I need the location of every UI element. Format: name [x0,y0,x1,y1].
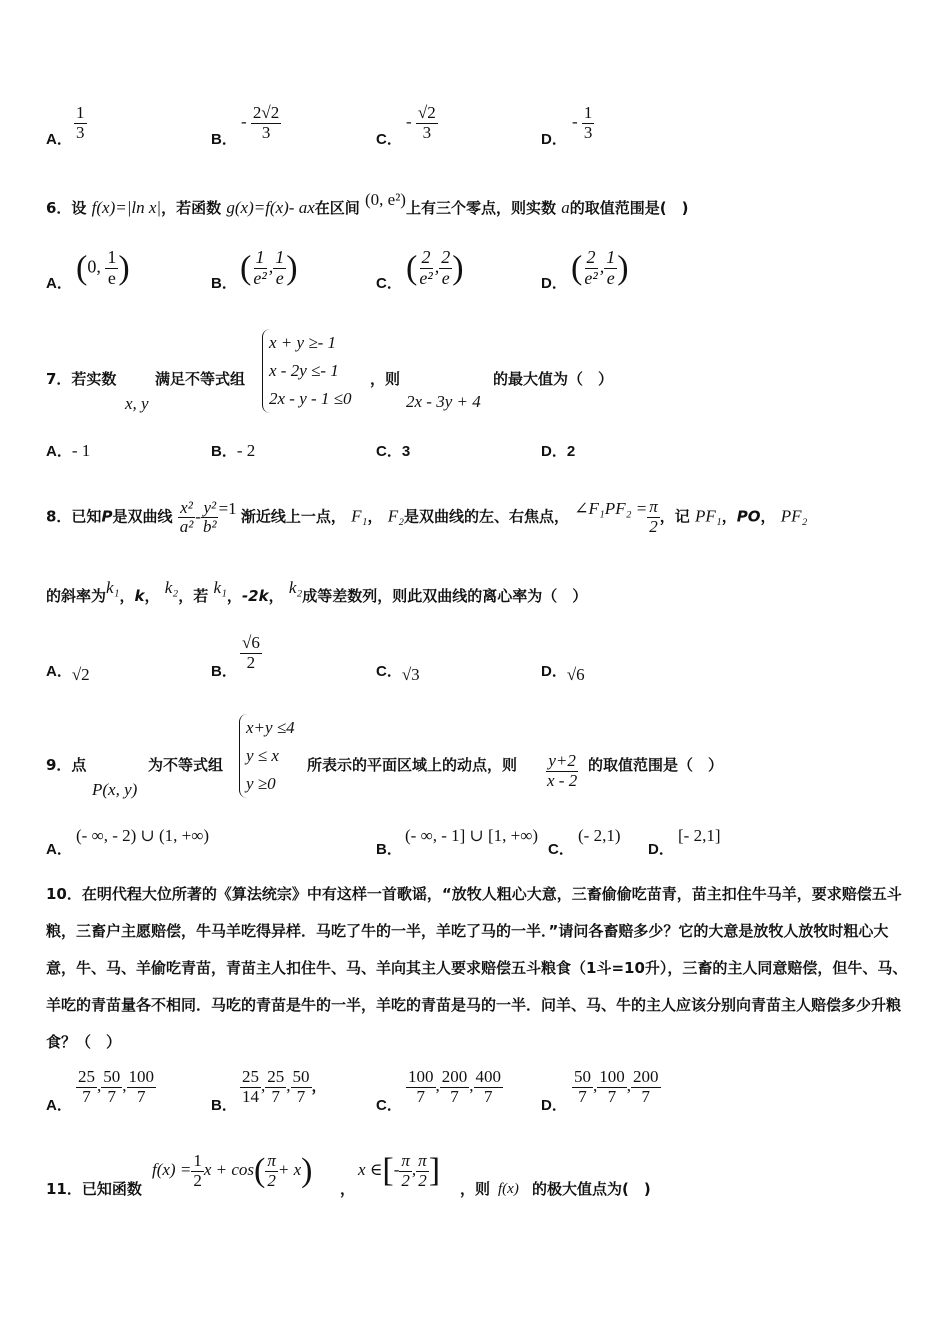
fraction-numerator: π [649,497,658,516]
q9-inequality-system [239,714,295,798]
fraction-denominator: 7 [484,1086,493,1106]
fraction-numerator: 200 [441,1067,468,1086]
function-lhs: f(x) = [152,1160,192,1180]
bracket-left: [ [382,1152,394,1190]
question-text: ，记 [659,507,690,526]
option-value: √6 [566,665,585,684]
fraction-denominator: 2 [401,1170,410,1190]
fraction-denominator: 3 [261,122,271,142]
fraction-numerator: 200 [633,1067,659,1086]
question-number: 8．已知 [46,507,102,526]
fraction-numerator: 2√2 [252,103,280,122]
paren-left: ( [240,249,252,287]
q6-option-b-label: B． [211,275,237,292]
q5-option-d-value [572,104,594,142]
fraction-numerator: π [418,1151,427,1170]
paren-right: ) [286,249,298,287]
option-label: A． [46,443,72,460]
line-pf1: PF₁ [695,506,722,526]
option-value: √3 [401,665,420,684]
hyperbola-equation [178,497,241,537]
punctuation: ， [268,587,284,605]
q6-option-c-value: ( $\frac{2}{\text{e²}}$ , $\frac{2}{e}$ ) [406,247,464,288]
minus-sign: - [572,112,578,132]
fraction-numerator: 2 [441,247,451,267]
slope-k1: k₁ [106,578,120,597]
question-text: 的极大值点为( ) [532,1180,651,1198]
inequality: x - 2y ≤- 1 [269,361,339,380]
q11-function [152,1152,312,1190]
question-text: ，若函数 [161,199,222,217]
angle-expression: ∠F₁PF₂ = [574,498,648,518]
question-text: 成等差数列，则此双曲线的离心率为（ ） [302,587,588,605]
q7-option-a [46,440,90,461]
q10-option-b-value: $\frac{25}{14}$ , $\frac{25}{7}$ , $\frac{50}{7}$ ， [242,1067,327,1106]
fraction-denominator: 7 [82,1086,91,1106]
fraction-numerator: 50 [103,1067,121,1086]
fraction-denominator: 7 [107,1086,116,1106]
question-6 [46,190,689,218]
q5-option-a-value [74,104,87,142]
fraction-numerator: 25 [242,1067,259,1086]
q10-option-d-value: $\frac{50}{7}$ , $\frac{100}{7}$ , $\frac{200}{7}$ [574,1067,659,1106]
fraction-numerator: π [267,1151,276,1170]
paren-right: ) [118,249,130,287]
question-text: 是双曲线 [112,507,173,526]
paren-left: ( [76,249,88,287]
question-text: 的取值范围是（ ） [588,756,724,774]
fraction-numerator: 100 [408,1067,434,1086]
q10-option-c-label: C． [376,1097,402,1114]
interval: (0, e²) [365,190,406,209]
fraction-denominator: 7 [137,1086,146,1106]
paren-right: ) [301,1152,313,1190]
q7-variables: x, y [125,394,149,413]
q7-option-d [541,440,575,461]
paren-right: ) [452,249,464,287]
q9-option-b-label: B． [376,841,402,858]
q7-option-b [211,440,255,461]
line-pf2: PF₂ [780,506,808,526]
slope-k2: k₂ [164,578,179,597]
slope-k2: k₂ [288,578,303,597]
fraction-numerator: 100 [599,1067,625,1086]
punctuation: ， [760,507,776,526]
q8-option-c [376,660,420,684]
question-text: 是双曲线的左、右焦点， [404,507,570,526]
q10-option-c-value: $\frac{100}{7}$ , $\frac{200}{7}$ , $\frac{400}{7}$ [408,1067,501,1106]
fraction-denominator: 7 [450,1086,459,1106]
point-p: P [101,507,113,526]
paren-left: ( [571,249,583,287]
fraction-denominator: 7 [271,1086,280,1106]
paren-left: ( [254,1152,266,1190]
fraction-denominator: b² [202,517,217,537]
fraction-numerator: 25 [267,1067,285,1086]
q9-option-a-value: (- ∞, - 2) ∪ (1, +∞) [76,826,210,845]
option-value: 3 [401,443,411,460]
question-text: ，则 [460,1180,491,1198]
q5-option-d-label: D． [541,131,567,148]
q5-option-c-label: C． [376,131,402,148]
fraction-numerator: 2 [421,247,431,267]
fraction-denominator: 14 [242,1086,259,1106]
option-value: 2 [566,443,576,460]
q10-option-d-label: D． [541,1097,567,1114]
q6-option-a-value [76,248,130,289]
question-text: ，则 [370,370,401,388]
fraction-denominator: e² [584,267,598,288]
minus-sign: - [241,112,247,132]
question-number: 6．设 [46,199,87,217]
q10-option-a-label: A． [46,1097,72,1114]
fraction-denominator: e [441,267,450,288]
q7-target-expression: 2x - 3y + 4 [406,392,481,411]
fraction-denominator: 2 [418,1170,427,1190]
fraction-numerator: π [401,1151,410,1170]
q9-option-c-value: (- 2,1) [578,826,621,845]
fraction-denominator: a² [179,517,194,537]
fraction-numerator: 100 [128,1067,154,1086]
fraction-numerator: 1 [606,247,616,267]
inequality: 2x - y - 1 ≤0 [269,389,352,408]
question-text: 上有三个零点，则实数 [405,199,556,217]
question-10-text: 10．在明代程大位所著的《算法统宗》中有这样一首歌谣，“放牧人粗心大意，三畜偷偷吃苗青，苗主扣住牛马羊，要求赔偿五斗粮，三畜户主愿赔偿，牛马羊吃得异样．马吃了牛的一半，羊吃了马的一半．”请问各畜赔多少？它的大意是放牧人放牧时粗心大意，牛、马、羊偷吃青苗，青苗主人扣住牛、马、羊向其主人要求赔偿五斗粮食（1斗=10升），三畜的主人同意赔偿，但牛、马、羊吃的青苗量各不相同．马吃的青苗是牛的一半，羊吃的青苗是马的一半．问羊、马、牛的主人应该分别向青苗主人赔偿多少升粮食？（ ） [46,885,908,1051]
equals-one: =1 [218,498,237,518]
q6-option-d-label: D． [541,275,567,292]
fraction-denominator: e [107,267,116,288]
punctuation: ， [226,587,242,605]
q11-domain: x ∈[- $\frac{\pi}{2}$ , $\frac{\pi}{2}$ ] [358,1151,441,1190]
q5-option-b-value [241,104,281,142]
question-text: 满足不等式组 [155,370,246,388]
fraction-denominator: 3 [422,122,432,142]
option-label: C． [376,663,402,680]
q10-option-a-value: $\frac{25}{7}$ , $\frac{50}{7}$ , $\frac{100}{7}$ [78,1067,154,1106]
question-text: 所表示的平面区域上的动点，则 [307,756,518,774]
focus-f1: F₁ [351,506,368,526]
punctuation: ， [119,587,135,605]
fraction-numerator: 1 [76,103,85,122]
punctuation: ， [144,587,160,605]
q9-option-d-label: D． [648,841,674,858]
term-minus-2k: -2k [241,587,269,605]
g-definition: g(x)=f(x)- ax [226,198,315,217]
fraction-numerator: 1 [275,247,285,267]
option-value: √2 [71,665,90,684]
option-value: - 1 [71,441,91,460]
variable-a: a [561,198,570,217]
inequality: y ≤ x [246,746,279,765]
q6-option-b-value: ( $\frac{1}{\text{e²}}$ , $\frac{1}{e}$ ) [240,247,298,288]
bracket-right: ] [428,1152,441,1190]
q9-option-c-label: C． [548,841,574,858]
fraction-numerator: 1 [255,247,265,267]
fraction-denominator: 2 [649,516,658,536]
fraction-denominator: 7 [416,1086,425,1106]
fraction-numerator: y² [203,497,217,517]
fraction-denominator: 7 [641,1086,650,1106]
fraction-numerator: 1 [583,103,593,122]
q8-option-b-label: B． [211,663,237,680]
q6-option-a-label: A． [46,275,72,292]
q5-option-a-label: A． [46,131,72,148]
slope-k1: k₁ [213,578,227,597]
question-text: 为不等式组 [148,756,224,774]
fraction-denominator: x - 2 [547,770,578,790]
question-number: 7．若实数 [46,370,117,388]
fraction-denominator: 2 [267,1170,276,1190]
punctuation: ， [311,1077,327,1096]
option-label: D． [541,663,567,680]
q6-option-d-value: ( $\frac{2}{\text{e²}}$ , $\frac{1}{e}$ ) [571,247,629,288]
fraction-denominator: e [275,267,284,288]
fraction-denominator: 7 [607,1086,617,1106]
inequality: x+y ≤4 [246,718,295,737]
question-text: 渐近线上一点， [240,507,346,526]
option-label: B． [211,443,237,460]
fraction-numerator: 1 [107,247,117,267]
q8-option-a [46,660,90,684]
question-text: 的最大值为（ ） [493,370,614,388]
fraction-denominator: 7 [578,1086,587,1106]
q7-inequality-system [262,329,352,413]
question-number: 9．点 [46,756,87,774]
slope-k: k [134,587,145,605]
fraction-numerator: 50 [292,1067,310,1086]
q8-option-b-value [240,634,262,672]
f-definition: f(x)=|ln x| [91,198,162,217]
function-term: + x [277,1160,302,1180]
domain-lhs: x ∈ [358,1160,383,1180]
fraction-numerator: √6 [242,633,260,652]
q5-option-b-label: B． [211,131,237,148]
fraction-numerator: √2 [417,103,436,122]
minus-sign: - [406,112,412,132]
question-8-line-2 [46,578,588,606]
question-text: 的取值范围是( ) [569,199,689,217]
fraction-denominator: 2 [193,1170,202,1190]
fraction-denominator: e² [419,267,433,288]
q10-option-b-label: B． [211,1097,237,1114]
inequality: x + y ≥- 1 [269,333,337,352]
question-text: ，若 [178,587,209,605]
interval-start: 0, [87,256,101,277]
fraction-denominator: 7 [296,1086,306,1106]
fraction-numerator: 50 [574,1067,591,1086]
punctuation: ， [721,507,737,526]
option-label: A． [46,663,72,680]
q11-fx: f(x) [498,1181,519,1197]
fraction-numerator: 2 [586,247,596,267]
q9-option-a-label: A． [46,841,72,858]
inequality: y ≥0 [246,774,276,793]
fraction-denominator: 3 [583,122,593,142]
fraction-numerator: x² [180,497,193,517]
fraction-numerator: 400 [475,1067,501,1086]
q9-option-b-value: (- ∞, - 1] ∪ [1, +∞) [405,826,539,845]
question-number: 11．已知函数 [46,1180,142,1198]
fraction-denominator: e² [253,267,267,288]
fraction-denominator: 2 [246,652,256,672]
option-label: C． [376,443,402,460]
q8-option-d [541,660,585,684]
fraction-denominator: e [606,267,615,288]
option-label: D． [541,443,567,460]
q9-ratio [545,752,579,790]
minus-sign: - [393,1160,400,1180]
question-8 [46,498,807,537]
function-term: x + cos [203,1160,254,1180]
fraction-numerator: 25 [78,1067,95,1086]
fraction-numerator: y+2 [548,751,576,770]
paren-left: ( [406,249,418,287]
paren-right: ) [617,249,629,287]
question-text: 的斜率为 [46,587,107,605]
punctuation: ， [340,1180,356,1198]
fraction-denominator: 3 [76,122,85,142]
q7-option-c [376,440,410,461]
option-value: - 2 [236,441,256,460]
line-po: PO [736,507,761,526]
fraction-numerator: 1 [193,1151,202,1170]
q6-option-c-label: C． [376,275,402,292]
q9-point: P(x, y) [92,780,138,799]
q9-option-d-value: [- 2,1] [678,826,721,845]
question-text: 在区间 [314,199,360,217]
focus-f2: F₂ [387,506,405,526]
q5-option-c-value [406,104,438,142]
punctuation: ， [367,507,383,526]
minus-sign: - [195,506,201,526]
